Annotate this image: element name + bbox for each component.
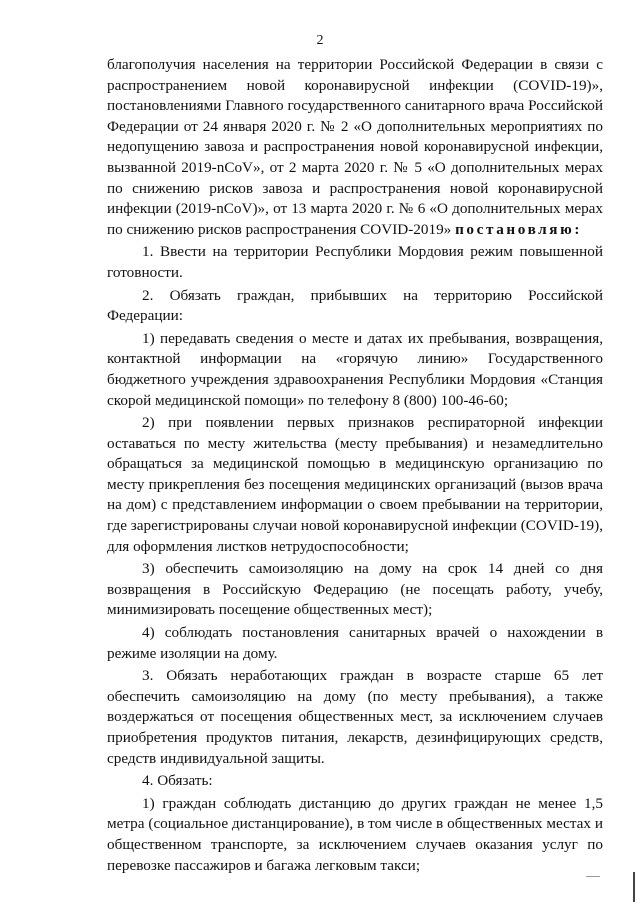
- paragraph-continuation: [107, 55, 603, 240]
- decree-keyword: постановляю:: [455, 220, 582, 238]
- subparagraph-2-3: 3) обеспечить самоизоляцию на дому на срок 14 дней со дня возвращения в Российскую Федерацию (не посещать работу, учебу, минимизировать посещение общественных мест);: [107, 560, 603, 619]
- paragraph-item-4: 4. Обязать:: [142, 772, 213, 790]
- subparagraph-4-1: 1) граждан соблюдать дистанцию до других граждан не менее 1,5 метра (социальное дистанцирование), в том числе в общественных местах и общественном транспорте, за исключением случаев оказания услуг по перевозке пассажиров и багажа легковым такси;: [107, 794, 603, 874]
- scan-artifact: [586, 876, 600, 877]
- subparagraph-2-4: 4) соблюдать постановления санитарных врачей о нахождении в режиме изоляции на дому.: [107, 624, 603, 662]
- subparagraph-2-2: 2) при появлении первых признаков респираторной инфекции оставаться по месту жительства (месту пребывания) и незамедлительно обращаться за медицинской помощью в медицинскую организацию по месту прикрепления без посещения медицинских организаций (вызов врача на дом) с представлением информации о своем пребывании на территории, где зарегистрированы случаи новой коронавирусной инфекции (COVID-19), для оформления листков нетрудоспособности;: [107, 414, 603, 555]
- paragraph-item-3: 3. Обязать неработающих граждан в возрасте старше 65 лет обеспечить самоизоляцию на дому (по месту пребывания), а также воздержаться от посещения общественных мест, за исключением случаев приобретения продуктов питания, лекарств, дезинфицирующих средств, средств индивидуальной защиты.: [107, 667, 603, 767]
- document-body: [107, 55, 603, 878]
- paragraph-item-2: 2. Обязать граждан, прибывших на территорию Российской Федерации:: [107, 286, 603, 325]
- page-number: 2: [316, 33, 324, 48]
- scan-artifact: [633, 872, 635, 902]
- paragraph-continuation-text: благополучия населения на территории Российской Федерации в связи с распространением новой коронавирусной инфекции (COVID-19)», постановлениями Главного государственного санитарного врача Российской Федерации от 24 января 2020 г. № 2 «О дополнительных мероприятиях по недопущению завоза и распространения новой коронавирусной инфекции, вызванной 2019-nCoV», от 2 марта 2020 г. № 5 «О дополнительных мерах по снижению рисков завоза и распространения новой коронавирусной инфекции (2019-nCoV)», от 13 марта 2020 г. № 6 «О дополнительных мерах по снижению рисков распространения COVID-2019»: [107, 56, 603, 238]
- subparagraph-2-1: 1) передавать сведения о месте и датах их пребывания, возвращения, контактной информации на «горячую линию» Государственного бюджетного учреждения здравоохранения Республики Мордовия «Станция скорой медицинской помощи» по телефону 8 (800) 100-46-60;: [107, 329, 603, 409]
- paragraph-item-1: 1. Ввести на территории Республики Мордовия режим повышенной готовности.: [107, 243, 603, 281]
